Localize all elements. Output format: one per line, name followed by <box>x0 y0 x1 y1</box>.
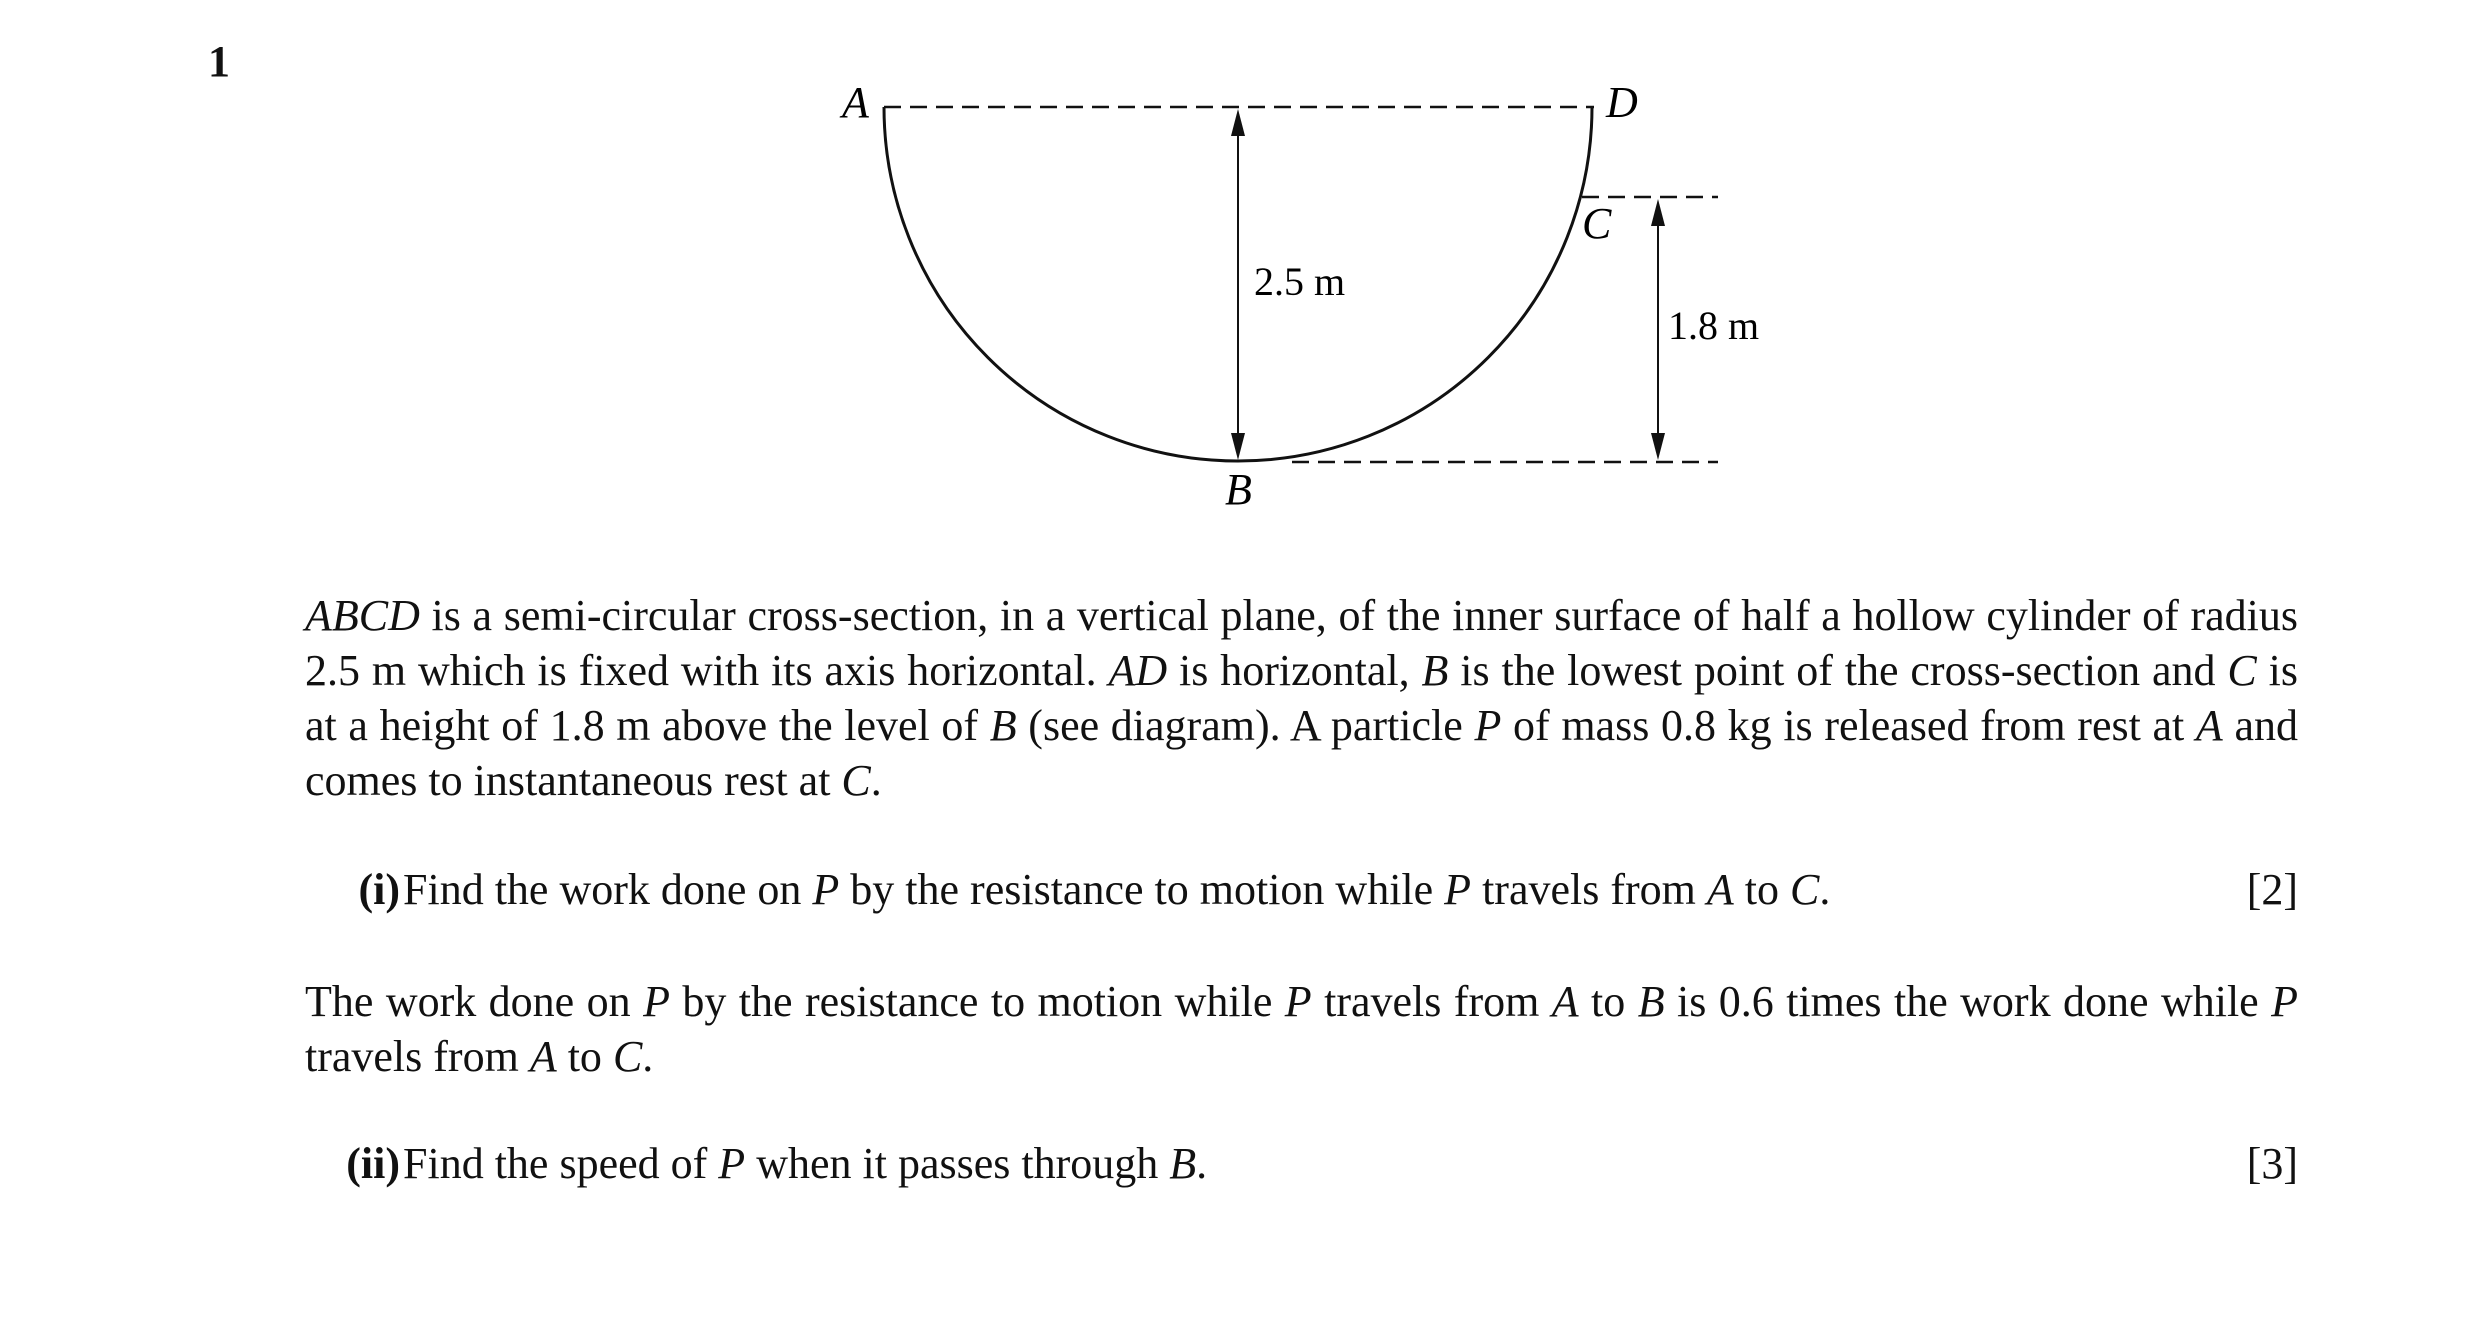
arrowhead-down-height <box>1651 433 1665 460</box>
semicircle-diagram <box>0 0 2480 560</box>
dim-label-radius: 2.5 m <box>1254 259 1346 304</box>
question-stem: ABCD is a semi-circular cross-section, in a vertical plane, of the inner surface of half a hollow cylinder of radius 2.5 m which is fixed with its axis horizontal. AD is horizontal, B is the lowest point of the cross-section and C is at a height of 1.8 m above the level of B (see diagram). A particle P of mass 0.8 kg is released from rest at A and comes to instantaneous rest at C. <box>305 591 2299 805</box>
label-d: D <box>1606 78 1638 127</box>
dim-label-height: 1.8 m <box>1668 303 1760 348</box>
arrowhead-up-height <box>1651 199 1665 226</box>
label-c: C <box>1582 199 1612 248</box>
arrowhead-down-radius <box>1231 433 1245 460</box>
part-i-text: Find the work done on P by the resistance to motion while P travels from A to C. <box>403 865 1831 914</box>
label-a: A <box>842 78 869 127</box>
part-ii-marks: [3] <box>2246 1139 2298 1188</box>
arrowhead-up-radius <box>1231 109 1245 136</box>
part-ii-label: (ii) <box>346 1139 400 1188</box>
part-i-marks: [2] <box>2246 865 2298 914</box>
part-ii-text: Find the speed of P when it passes through B. <box>403 1139 1208 1188</box>
info-paragraph: The work done on P by the resistance to motion while P travels from A to B is 0.6 times the work done while P travels from A to C. <box>305 977 2299 1081</box>
part-i-label: (i) <box>358 865 400 914</box>
label-b: B <box>1225 465 1252 514</box>
question-number: 1 <box>208 37 230 86</box>
